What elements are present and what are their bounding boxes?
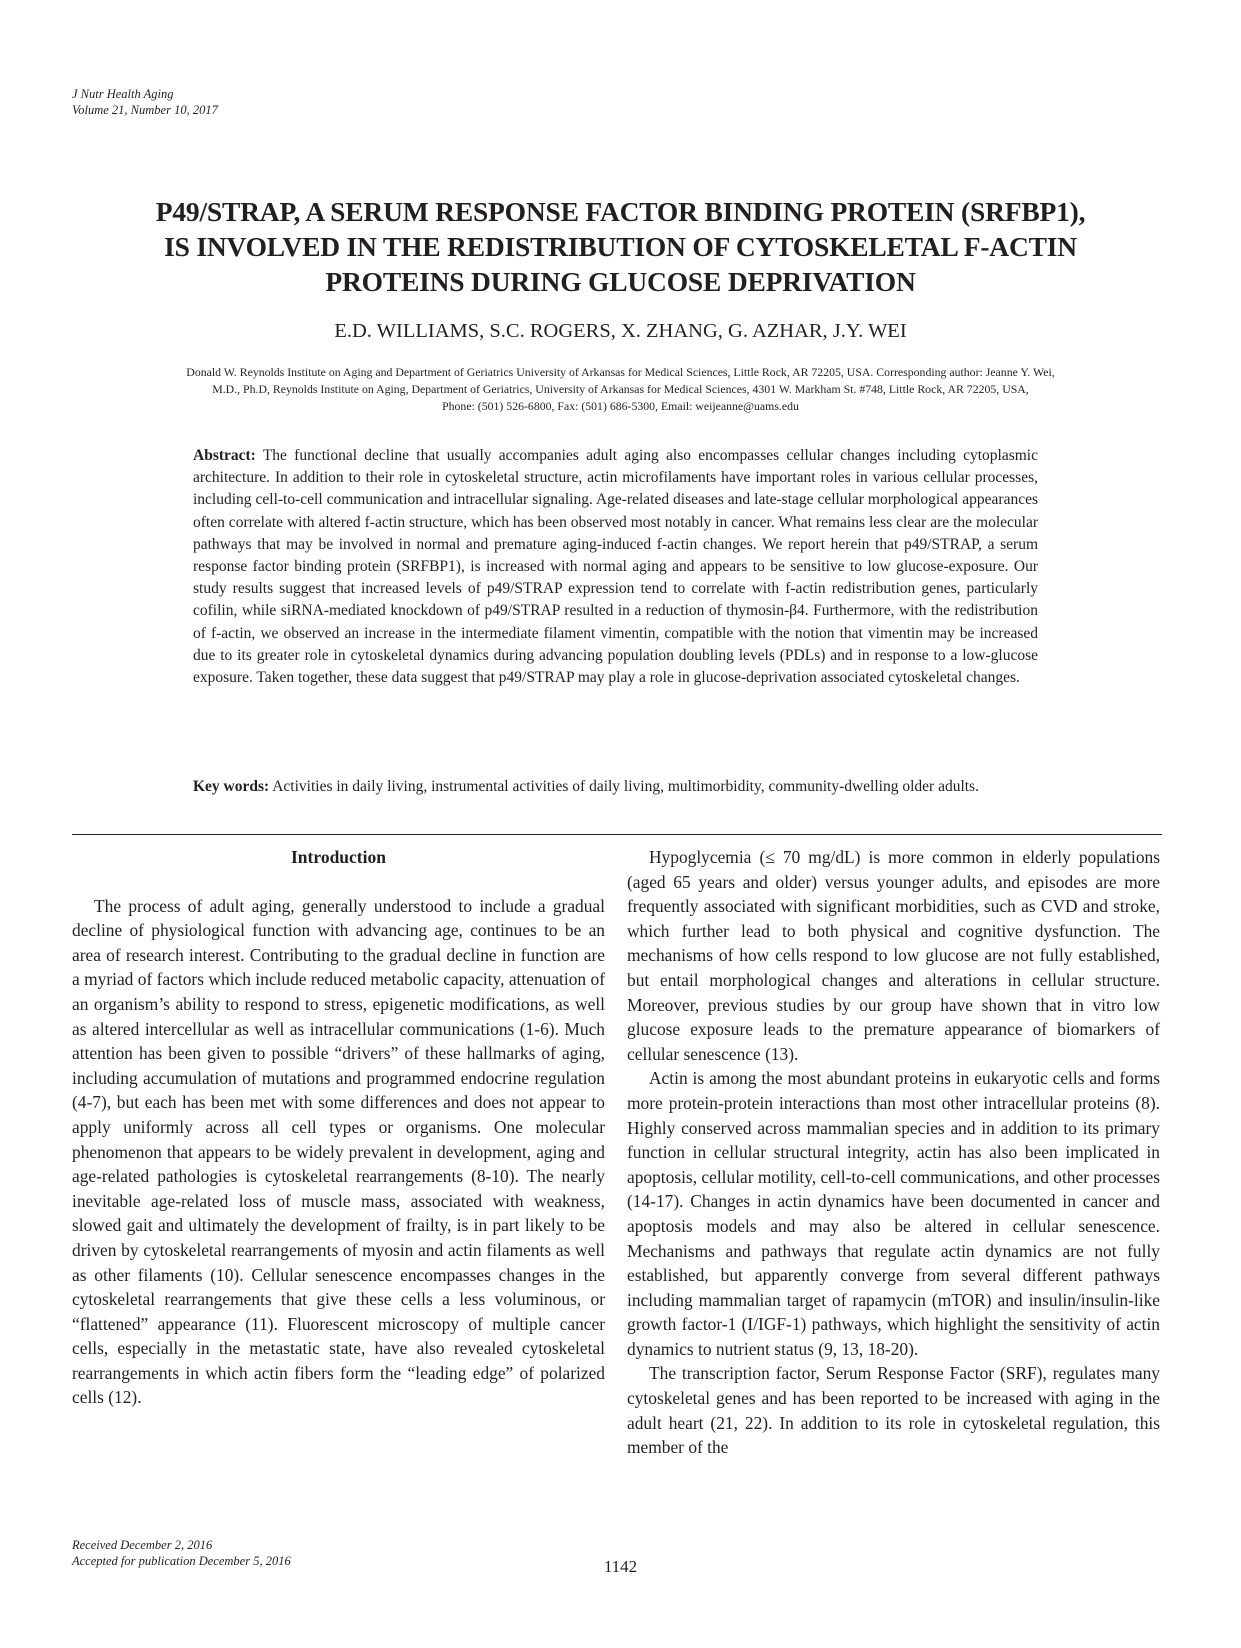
- body-paragraph: Hypoglycemia (≤ 70 mg/dL) is more common in elderly populations (aged 65 years and older) versus younger adults, and episodes are more frequently associated with significant morbidities, such as CVD and stroke, which further lead to both physical and cognitive dysfunction. The mechanisms of how cells respond to low glucose are not fully established, but entail morphological changes and alterations in cellular structure. Moreover, previous studies by our group have shown that in vitro low glucose exposure leads to the premature appearance of biomarkers of cellular senescence (13).: [627, 847, 1160, 1064]
- journal-header: [72, 86, 218, 118]
- journal-name: J Nutr Health Aging: [72, 87, 174, 101]
- body-paragraph: The process of adult aging, generally understood to include a gradual decline of physiological function with advancing age, continues to be an area of research interest. Contributing to the gradual decline in function are a myriad of factors which include reduced metabolic capacity, attenuation of an organism’s ability to respond to stress, epigenetic modifications, as well as altered intercellular as well as intracellular communications (1-6). Much attention has been given to possible “drivers” of these hallmarks of aging, including accumulation of mutations and programmed endocrine regulation (4-7), but each has been met with some differences and does not appear to apply uniformly across all cell types or organisms. One molecular phenomenon that appears to be widely prevalent in development, aging and age-related pathologies is cytoskeletal rearrangements (8-10). The nearly inevitable age-related loss of muscle mass, associated with weakness, slowed gait and ultimately the development of frailty, is in part likely to be driven by cytoskeletal rearrangements of myosin and actin filaments as well as other filaments (10). Cellular senescence encompasses changes in the cytoskeletal rearrangements that give these cells a less voluminous, or “flattened” appearance (11). Fluorescent microscopy of multiple cancer cells, especially in the metastatic state, have also revealed cytoskeletal rearrangements in which actin fibers form the “leading edge” of polarized cells (12).: [72, 895, 605, 1408]
- affiliation-line: Donald W. Reynolds Institute on Aging and Department of Geriatrics University of Arkansas for Medical Sciences, Little Rock, AR 72205, USA. Corresponding author: Jeanne Y. Wei,: [186, 365, 1055, 379]
- body-paragraph: Actin is among the most abundant proteins in eukaryotic cells and forms more protein-protein interactions than most other intracellular proteins (8). Highly conserved across mammalian species and in addition to its primary function in cellular structural integrity, actin has also been implicated in apoptosis, cellular motility, cell-to-cell communications, and other processes (14-17). Changes in actin dynamics have been documented in cancer and apoptosis models and may also be altered in cellular senescence. Mechanisms and pathways that regulate actin dynamics are not fully established, but apparently converge from several different pathways including mammalian target of rapamycin (mTOR) and insulin/insulin-like growth factor-1 (I/IGF-1) pathways, which highlight the sensitivity of actin dynamics to nutrient status (9, 13, 18-20).: [627, 1068, 1161, 1359]
- title-line: PROTEINS DURING GLUCOSE DEPRIVATION: [325, 266, 916, 297]
- left-column: [72, 845, 605, 1410]
- right-column: [627, 845, 1160, 1460]
- introduction-heading: Introduction: [291, 847, 386, 867]
- keywords-label: Key words:: [193, 778, 270, 795]
- section-divider: [72, 834, 1162, 835]
- title-line: P49/STRAP, A SERUM RESPONSE FACTOR BINDING PROTEIN (SRFBP1),: [155, 196, 1086, 227]
- abstract-label: Abstract:: [193, 447, 256, 464]
- accepted-date: Accepted for publication December 5, 2016: [72, 1554, 291, 1568]
- keywords-text: Activities in daily living, instrumental activities of daily living, multimorbidity, community-dwelling older adults.: [272, 778, 979, 795]
- abstract: [193, 445, 1038, 689]
- article-title: [60, 194, 1181, 299]
- affiliation: [75, 364, 1166, 415]
- abstract-text: The functional decline that usually accompanies adult aging also encompasses cellular changes including cytoplasmic architecture. In addition to their role in cytoskeletal structure, actin microfilaments have important roles in various cellular processes, including cell-to-cell communication and intracellular signaling. Age-related diseases and late-stage cellular morphological appearances often correlate with altered f-actin structure, which has been observed most notably in cancer. What remains less clear are the molecular pathways that may be involved in normal and premature aging-induced f-actin changes. We report herein that p49/STRAP, a serum response factor binding protein (SRFBP1), is increased with normal aging and appears to be sensitive to low glucose-exposure. Our study results suggest that increased levels of p49/STRAP expression tend to correlate with f-actin redistribution genes, particularly cofilin, while siRNA-mediated knockdown of p49/STRAP resulted in a reduction of thymosin-β4. Furthermore, with the redistribution of f-actin, we observed an increase in the intermediate filament vimentin, compatible with the notion that vimentin may be increased due to its greater role in cytoskeletal dynamics during advancing population doubling levels (PDLs) and in response to a low-glucose exposure. Taken together, these data suggest that p49/STRAP may play a role in glucose-deprivation associated cytoskeletal changes.: [193, 447, 1038, 687]
- affiliation-line: M.D., Ph.D, Reynolds Institute on Aging, Department of Geriatrics, University of Arkansas for Medical Sciences, 4301 W. Markham St. #748, Little Rock, AR 72205, USA,: [212, 382, 1029, 396]
- affiliation-line: Phone: (501) 526-6800, Fax: (501) 686-5300, Email: weijeanne@uams.edu: [442, 399, 799, 413]
- title-line: IS INVOLVED IN THE REDISTRIBUTION OF CYTOSKELETAL F-ACTIN: [164, 231, 1077, 262]
- journal-volume: Volume 21, Number 10, 2017: [72, 103, 218, 117]
- author-list: E.D. WILLIAMS, S.C. ROGERS, X. ZHANG, G. AZHAR, J.Y. WEI: [334, 320, 907, 342]
- received-date: Received December 2, 2016: [72, 1538, 213, 1552]
- keywords: [193, 776, 1038, 798]
- page-number: 1142: [603, 1557, 638, 1576]
- body-paragraph: The transcription factor, Serum Response Factor (SRF), regulates many cytoskeletal genes and has been reported to be increased with aging in the adult heart (21, 22). In addition to its role in cytoskeletal regulation, this member of the: [627, 1363, 1160, 1458]
